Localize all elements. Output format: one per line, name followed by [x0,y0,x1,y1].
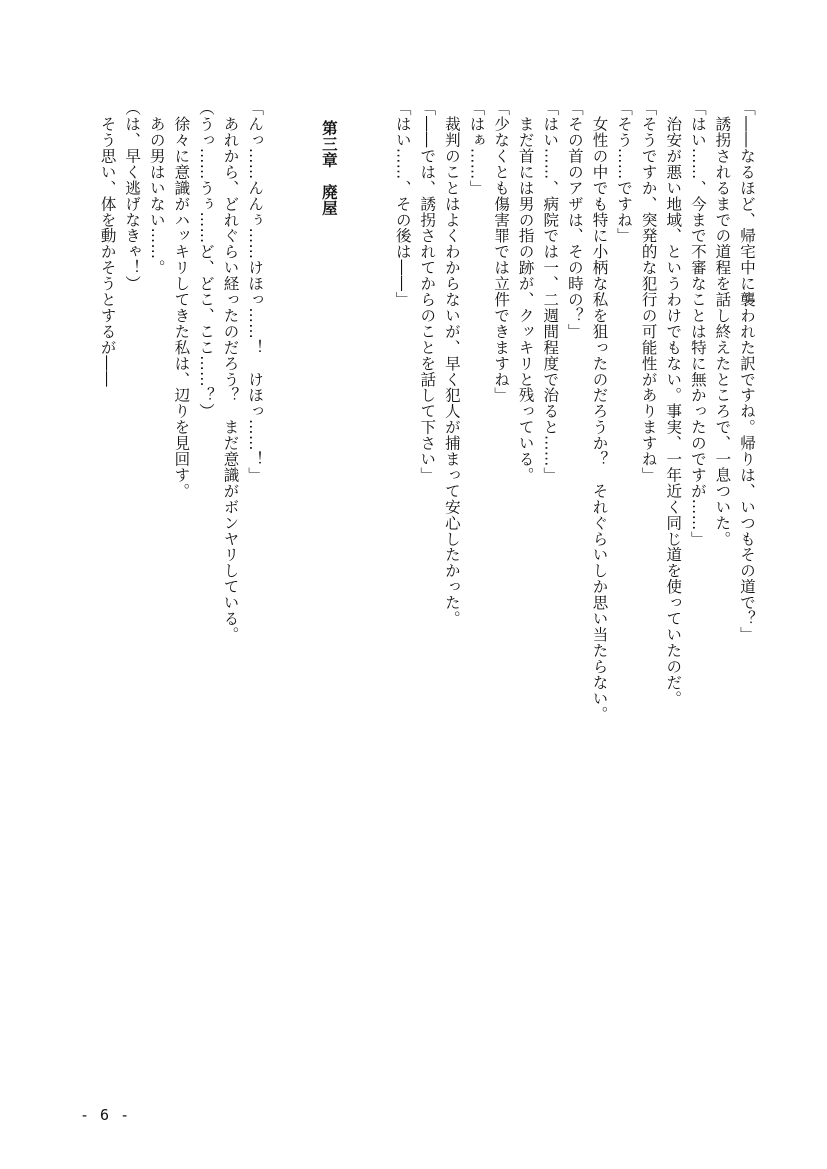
blank-line [366,100,391,760]
blank-line [292,100,317,760]
text-line: そう思い、体を動かそうとするが―― [98,100,117,388]
blank-line [341,100,366,760]
text-line: あれから、どれぐらい経ったのだろう？ まだ意識がボンヤリしている。 [221,100,240,643]
text-line: まだ首には男の指の跡が、クッキリと残っている。 [516,100,535,483]
text-line: （うっ……うぅ……ど、どこ、ここ……？） [196,100,215,419]
text-line: 徐々に意識がハッキリしてきた私は、辺りを見回す。 [172,100,191,499]
text-line: 「――では、誘拐されてからのことを話して下さい」 [418,100,437,483]
blank-line [267,100,292,760]
text-line: 「少なくとも傷害罪では立件できますね」 [492,100,511,404]
text-line: 「はい……、病院では一、二週間程度で治ると……」 [541,100,560,483]
text-line: 「はい……、今まで不審なことは特に無かったのですが……」 [688,100,707,547]
text-line: 「そうですか、突発的な犯行の可能性がありますね」 [639,100,658,483]
vertical-body-text [95,100,759,760]
text-line: 治安が悪い地域、というわけでもない。事実、一年近く同じ道を使っていたのだ。 [664,100,683,707]
text-line: 「はぁ……」 [467,100,486,196]
page-number: - 6 - [80,1106,131,1124]
text-line: あの男はいない……。 [147,100,166,276]
text-line: 「そう……ですね」 [615,100,634,244]
chapter-title: 第三章 廃屋 [319,120,338,216]
text-line: 誘拐されるまでの道程を話し終えたところで、一息ついた。 [713,100,732,547]
text-line: 女性の中でも特に小柄な私を狙ったのだろうか？ それぐらいしか思い当たらない。 [590,100,609,723]
text-line: （は、早く逃げなきゃ！） [123,100,142,292]
text-line: 「――なるほど、帰宅中に襲われた訳ですね。帰りは、いつもその道で？」 [738,100,756,643]
text-line: 裁判のことはよくわからないが、早く犯人が捕まって安心したかった。 [442,100,461,627]
text-line: 「んっ……んんぅ……けほっ……！ けほっ……！」 [246,100,265,483]
text-line: 「その首のアザは、その時の？」 [565,100,584,340]
text-line: 「はい……、その後は――」 [393,100,412,308]
